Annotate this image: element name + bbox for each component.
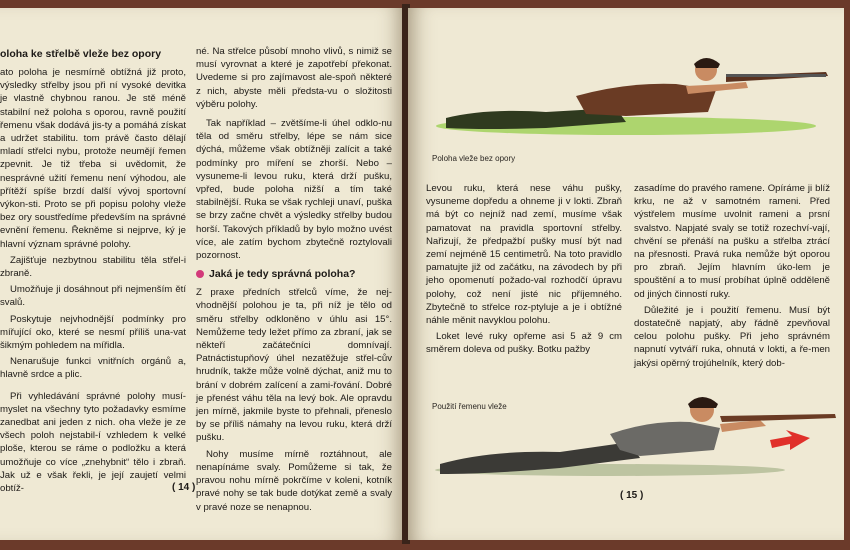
paragraph: Důležité je i použití řemenu. Musí být dostatečně napjatý, aby řádně zpevňoval celou polohu pušky. Při jeho správném napnutí vytváří ruka, ohnutá v lokti, a ře-men jakýsi opěrný trojúhelník, který dob-	[634, 304, 830, 369]
figure-caption: Poloha vleže bez opory	[432, 154, 516, 163]
paragraph: Z praxe předních střelců víme, že nej-vhodnější polohou je ta, při níž je tělo od směru střelby odkloněno v úhlu asi 15°. Nemůžeme tedy ležet přímo za zbraní, jak se někteří začátečníci domnívají. Patnáctistupňový úhel nezatěžuje střel-cův hrudník, takže může volně dýchat, aniž mu to brání v dobrém zalícení a zami-řování. Dobré je přenést váhu těla na levý bok. Ale opravdu jen mírně, jakmile byste to přehnali, přeneslo by se příliš námahy na levou ruku, která drží pušku.	[196, 287, 392, 444]
bullet-icon	[196, 270, 204, 278]
subheading: Jaká je tedy správná poloha?	[196, 268, 392, 281]
right-column-2	[634, 182, 830, 373]
section-heading: oloha ke střelbě vleže bez opory	[0, 48, 162, 60]
paragraph: Loket levé ruky opřeme asi 5 až 9 cm směrem doleva od pušky. Botku pažby	[426, 331, 622, 356]
paragraph: Zajišťuje nezbytnou stabilitu těla střel-i zbraně.	[0, 254, 186, 280]
shooter-prone-illustration	[426, 38, 838, 148]
paragraph: né. Na střelce působí mnoho vlivů, s nimiž se musí vyrovnat a které je zapotřebí překonat. Uvedeme si pro zajímavost ale-spoň některé z nich, abyste měli předsta-vu o složitosti výběru polohy.	[196, 46, 392, 110]
paragraph: ato poloha je nesmírně obtížná již proto, výsledky střelby jsou při ní vysoké devitka je vlastně chybnou ranou. Je stě méně stabilní než poloha s oporou, ravně použití řemenu však dodává jis-ty a pomáhá získat a udržet stabilitu. tom právě často dělají mladí střelci nybu, protože neumějí řemen zpevnit. Je tiž třeba si uvědomit, že nesprávné užití řemenu není výhodou, ale přítěží spíše brzdí další vývoj sportovní výkon-sti. Proto se při popisu polohy vleže bez ory soustředíme především na správné evnění řemenu. Řekněme si nejprve, ký je hlavní význam správné polohy.	[0, 67, 186, 250]
left-column-2	[196, 45, 392, 517]
left-column-1	[0, 48, 186, 498]
paragraph: Nohy musíme mírně roztáhnout, ale nenapínáme svaly. Pomůžeme si tak, že pravou nohu mírně pokrčíme v koleni, kotník pravé nohy se tak bude dotýkat země a svaly v pravé noze se nenapnou.	[196, 448, 392, 513]
paragraph: Při vyhledávání správné polohy musí-myslet na všechny tyto požadavky esmíme zanedbat ani jeden z nich. oha vleže je ze všech poloh nejstabil-í vzhledem k velké ploše, kterou se ráme o podložku a která umožňuje co více „znehybnit“ tělo i zbraň. Jak už e však řekli, je její zaujetí velmi obtíž-	[0, 390, 186, 495]
right-page	[408, 8, 844, 540]
left-page	[0, 8, 405, 540]
paragraph: Nenarušuje funkci vnitřních orgánů a, hlavně srdce a plic.	[0, 356, 186, 381]
paragraph: zasadíme do pravého ramene. Opíráme ji blíž krku, ne až v samotném rameni. Před výstřelem musíme uvolnit rameni a prsní svalstvo. Napjaté svaly se totiž rozechví-vají, chvění se přenáší na pušku a střelba ztrácí na přesnosti. Pravá ruka nemůže být oporou pro zbraň. Jejím hlavním úko-lem je spouštění a to musí probíhat úplně odděleně od jiných činností ruky.	[634, 183, 830, 300]
figure-caption: Použití řemenu vleže	[432, 402, 507, 411]
paragraph: Tak například – zvětšíme-li úhel odklo-nu těla od směru střelby, lépe se nám sice dýchá, můžeme však obtížněji zalícit a také podmínky pro míření se zhorší. Nebo – vysuneme-li levou ruku, která drží pušku, vpřed, bude poloha nižší a tím také stabilnější. Ruka se však rychleji unaví, puška se brzy začne chvět a výsledky střelby budou horší. Takových příkladů by bylo možno uvést více, ale zatím bychom zbytečně roztylovali pozornost.	[196, 118, 392, 262]
paragraph: Umožňuje ji dosáhnout při nejmenším ětí svalů.	[0, 284, 186, 309]
right-column-1	[426, 182, 622, 360]
page-number: ( 15 )	[620, 490, 644, 501]
paragraph: Levou ruku, která nese váhu pušky, vysuneme dopředu a ohneme ji v lokti. Zbraň má být co nejníž nad zemí, musíme však pamatovat na pravidla sportovní střelby. Nařizují, že předpažbí pušky musí být nad zemí nejméně 15 centimetrů. Na toto pravidlo pamatujte již od začátku, na závodech by při jeho opomenutí požado-val rozhodčí úpravu polohy, což není jisté nic příjemného. Zbytečně to střelce roz-ptyluje a je i obtížné náhle měnit navyklou polohu.	[426, 183, 622, 327]
page-number: ( 14 )	[172, 482, 196, 493]
paragraph: Poskytuje nejvhodnější podmínky pro mířující oko, které se nesmí příliš una-vat šikmým pohledem na mířidla.	[0, 313, 186, 352]
shooter-sling-illustration	[430, 384, 840, 484]
